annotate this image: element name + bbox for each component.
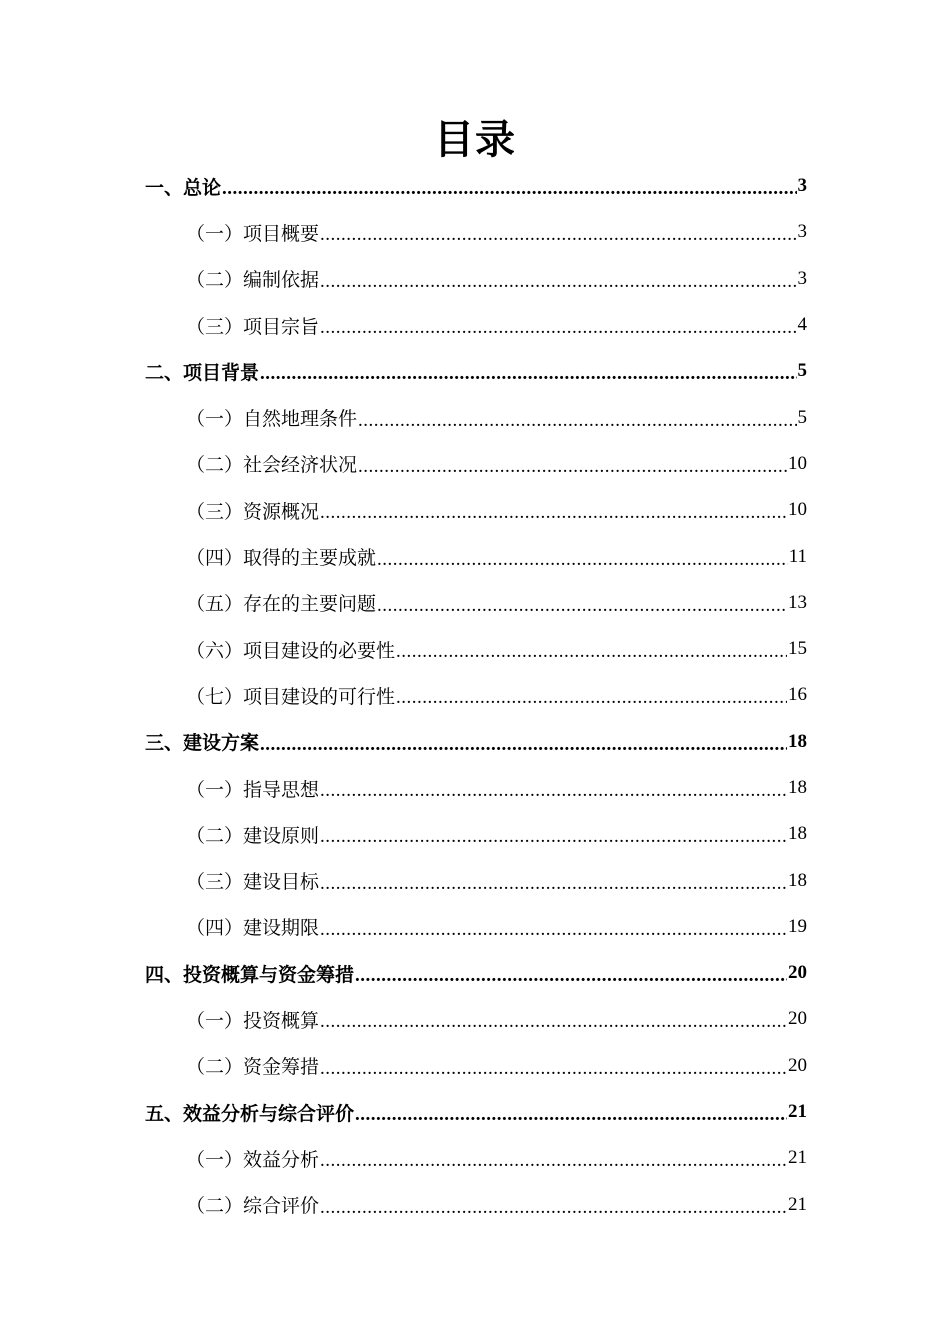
toc-entry-label: （三）建设目标 [186, 871, 320, 894]
toc-entry-label: （三）资源概况 [186, 500, 320, 523]
toc-page-number: 5 [797, 406, 807, 428]
toc-chapter-entry[interactable] [145, 719, 807, 765]
toc-page-number: 16 [788, 684, 807, 706]
toc-dot-leader [320, 1197, 787, 1219]
toc-section-entry[interactable] [145, 1043, 807, 1089]
toc-entry-label: （二）建设原则 [186, 824, 320, 847]
toc-dot-leader [358, 456, 787, 478]
toc-section-entry[interactable] [145, 256, 807, 302]
toc-dot-leader [358, 410, 796, 432]
toc-page-number: 13 [788, 591, 807, 613]
toc-page-number: 15 [788, 638, 807, 660]
toc-entry-label: （一）投资概算 [186, 1009, 320, 1032]
toc-chapter-entry[interactable] [145, 1089, 807, 1135]
toc-dot-leader [320, 271, 796, 293]
toc-page-number: 5 [797, 360, 807, 382]
toc-page-number: 3 [797, 175, 807, 197]
toc-entry-label: （二）综合评价 [186, 1195, 320, 1218]
toc-page-number: 4 [797, 314, 807, 336]
toc-dot-leader [355, 965, 787, 987]
toc-dot-leader [355, 1104, 787, 1126]
toc-page-number: 3 [797, 267, 807, 289]
toc-section-entry[interactable] [145, 394, 807, 440]
toc-section-entry[interactable] [145, 302, 807, 348]
toc-entry-label: （七）项目建设的可行性 [186, 685, 396, 708]
toc-dot-leader [320, 919, 787, 941]
toc-page-number: 20 [788, 1054, 807, 1076]
toc-page-number: 10 [788, 499, 807, 521]
toc-page-number: 18 [788, 730, 807, 752]
toc-section-entry[interactable] [145, 857, 807, 903]
toc-dot-leader [222, 178, 796, 200]
toc-page-number: 20 [788, 1008, 807, 1030]
toc-list [145, 163, 807, 1228]
toc-entry-label: 四、投资概算与资金筹措 [145, 963, 355, 986]
toc-section-entry[interactable] [145, 904, 807, 950]
toc-section-entry[interactable] [145, 672, 807, 718]
toc-page-number: 18 [788, 823, 807, 845]
toc-section-entry[interactable] [145, 441, 807, 487]
toc-entry-label: （五）存在的主要问题 [186, 593, 377, 616]
toc-dot-leader [320, 317, 796, 339]
toc-entry-label: （二）资金筹措 [186, 1056, 320, 1079]
toc-section-entry[interactable] [145, 811, 807, 857]
toc-section-entry[interactable] [145, 209, 807, 255]
toc-section-entry[interactable] [145, 580, 807, 626]
toc-entry-label: （一）自然地理条件 [186, 408, 358, 431]
toc-entry-label: （三）项目宗旨 [186, 315, 320, 338]
toc-page-number: 11 [788, 545, 807, 567]
toc-chapter-entry[interactable] [145, 348, 807, 394]
toc-dot-leader [320, 1011, 787, 1033]
toc-page-number: 20 [788, 962, 807, 984]
toc-entry-label: 二、项目背景 [145, 361, 260, 384]
toc-section-entry[interactable] [145, 533, 807, 579]
toc-dot-leader [320, 502, 787, 524]
toc-dot-leader [320, 1150, 787, 1172]
toc-entry-label: （六）项目建设的必要性 [186, 639, 396, 662]
toc-dot-leader [260, 734, 787, 756]
toc-entry-label: （一）指导思想 [186, 778, 320, 801]
toc-dot-leader [320, 826, 787, 848]
toc-dot-leader [320, 873, 787, 895]
toc-dot-leader [377, 595, 787, 617]
toc-entry-label: （一）效益分析 [186, 1148, 320, 1171]
toc-section-entry[interactable] [145, 487, 807, 533]
toc-page-number: 18 [788, 777, 807, 798]
toc-dot-leader [320, 224, 796, 246]
toc-section-entry[interactable] [145, 765, 807, 811]
toc-section-entry[interactable] [145, 626, 807, 672]
toc-chapter-entry[interactable] [145, 950, 807, 996]
toc-section-entry[interactable] [145, 996, 807, 1042]
toc-title: 目录 [434, 116, 516, 163]
toc-entry-label: （四）取得的主要成就 [186, 547, 377, 570]
toc-page-number: 21 [788, 1101, 807, 1123]
toc-page-number: 21 [788, 1147, 807, 1169]
toc-page-number: 19 [788, 915, 807, 937]
toc-dot-leader [377, 549, 788, 571]
toc-entry-label: 五、效益分析与综合评价 [145, 1102, 355, 1125]
toc-page-number: 18 [788, 869, 807, 891]
toc-dot-leader [396, 687, 787, 709]
toc-entry-label: 三、建设方案 [145, 732, 260, 755]
toc-section-entry[interactable] [145, 1135, 807, 1181]
toc-section-entry[interactable] [145, 1182, 807, 1228]
toc-page-number: 3 [797, 221, 807, 243]
toc-chapter-entry[interactable] [145, 163, 807, 209]
toc-entry-label: （二）编制依据 [186, 269, 320, 292]
toc-dot-leader [396, 641, 787, 663]
toc-entry-label: 一、总论 [145, 176, 222, 199]
toc-page-number: 21 [788, 1193, 807, 1215]
toc-entry-label: （四）建设期限 [186, 917, 320, 940]
toc-entry-label: （二）社会经济状况 [186, 454, 358, 477]
toc-dot-leader [320, 1058, 787, 1080]
toc-entry-label: （一）项目概要 [186, 222, 320, 245]
toc-dot-leader [320, 780, 787, 802]
toc-dot-leader [260, 363, 796, 385]
toc-page-number: 10 [788, 452, 807, 474]
